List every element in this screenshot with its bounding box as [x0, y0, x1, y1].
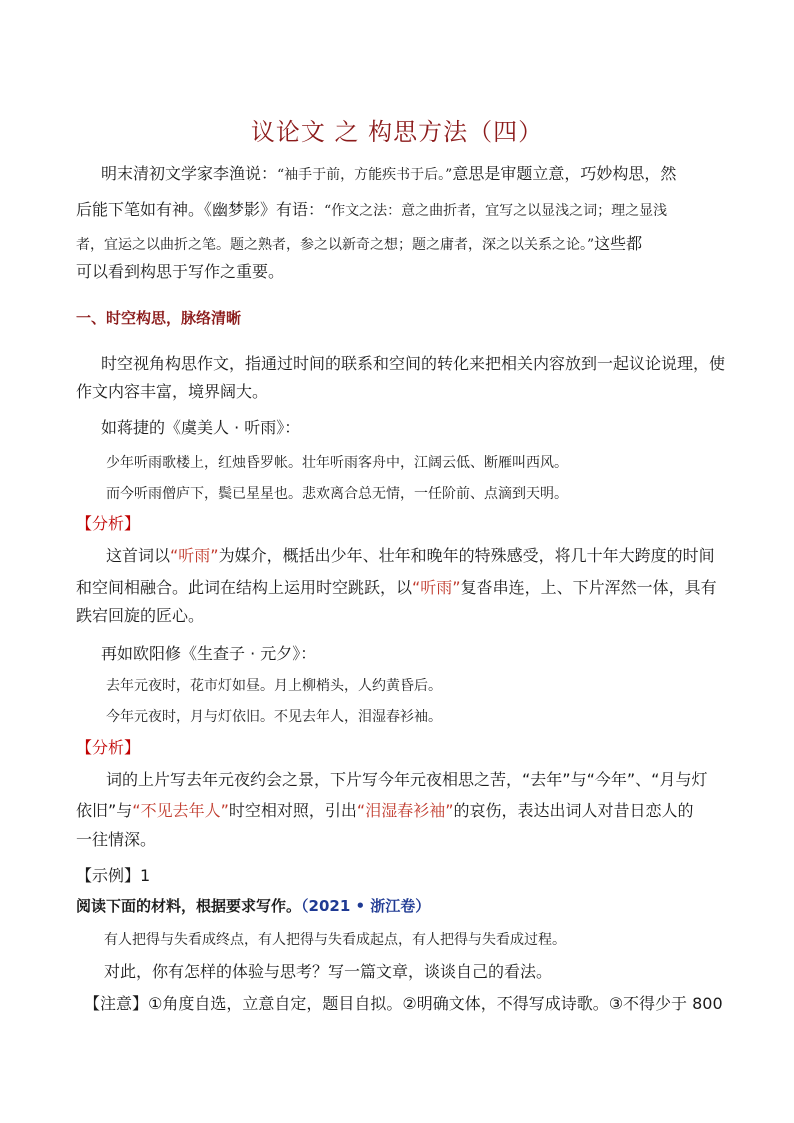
poem-line: 去年元夜时，花市灯如昼。月上柳梢头，人约黄昏后。: [106, 678, 442, 694]
intro-text: 这些都: [594, 234, 643, 253]
highlight-term: “听雨”: [170, 546, 219, 565]
writing-note: 【注意】①角度自选，立意自定，题目自拟。②明确文体，不得写成诗歌。③不得少于 800: [84, 994, 723, 1013]
analysis-text: 时空相对照，引出: [228, 801, 357, 820]
analysis-tag: 【分析】: [76, 738, 141, 757]
highlight-term: “泪湿春衫袖”: [356, 801, 454, 820]
intro-text: 意思是审题立意，巧妙构思，然: [452, 164, 677, 183]
intro-quote: “袖手于前，方能疾书于后。”: [277, 167, 453, 183]
section-paragraph-line-1: 时空视角构思作文，指通过时间的联系和空间的转化来把相关内容放到一起议论说理，使: [101, 354, 726, 373]
writing-prompt: 对此，你有怎样的体验与思考？写一篇文章，谈谈自己的看法。: [104, 962, 553, 981]
analysis-text: 和空间相融合。此词在结构上运用时空跳跃，以: [76, 578, 413, 597]
analysis-line-3: 一往情深。: [76, 830, 157, 849]
task-text: 阅读下面的材料，根据要求写作。: [76, 897, 302, 915]
analysis-text: 复沓串连，上、下片浑然一体，具有: [460, 578, 717, 597]
analysis-line-1: [106, 546, 715, 566]
analysis-line-1: 词的上片写去年元夜约会之景，下片写今年元夜相思之苦，“去年”与“今年”、“月与灯: [106, 770, 708, 789]
analysis-text: 的哀伤，表达出词人对昔日恋人的: [453, 801, 694, 820]
section-heading: 一、时空构思，脉络清晰: [76, 309, 242, 327]
example-tag: 【示例】1: [76, 866, 151, 885]
analysis-text: 这首词以: [106, 546, 171, 565]
intro-line-4: 可以看到构思于写作之重要。: [76, 262, 285, 281]
task-line: [76, 896, 430, 916]
analysis-text: 依旧”与: [76, 801, 133, 820]
example-intro: 如蒋捷的《虞美人 · 听雨》：: [101, 418, 301, 437]
poem-line: 今年元夜时，月与灯依旧。不见去年人，泪湿春衫袖。: [106, 709, 442, 725]
material-text: 有人把得与失看成终点，有人把得与失看成起点，有人把得与失看成过程。: [104, 932, 566, 948]
section-paragraph-line-2: 作文内容丰富，境界阔大。: [76, 382, 269, 401]
poem-line: 少年听雨歌楼上，红烛昏罗帐。壮年听雨客舟中，江阔云低、断雁叫西风。: [106, 455, 568, 471]
analysis-tag: 【分析】: [76, 514, 141, 533]
highlight-term: “不见去年人”: [132, 801, 229, 820]
intro-text: 明末清初文学家李渔说：: [101, 164, 278, 183]
highlight-term: “听雨”: [412, 578, 461, 597]
analysis-line-3: 跌宕回旋的匠心。: [76, 606, 205, 625]
intro-line-2: [76, 200, 667, 221]
intro-line-1: [101, 164, 676, 185]
example-intro: 再如欧阳修《生查子 · 元夕》：: [101, 644, 317, 663]
intro-line-3: [76, 234, 642, 255]
task-source: （2021 • 浙江卷）: [301, 897, 431, 915]
analysis-text: 为媒介，概括出少年、壮年和晚年的特殊感受，将几十年大跨度的时间: [218, 546, 715, 565]
intro-quote: “作文之法：意之曲折者，宜写之以显浅之词；理之显浅: [324, 203, 668, 219]
intro-text: 后能下笔如有神。《幽梦影》有语：: [76, 200, 325, 219]
intro-quote: 者，宜运之以曲折之笔。题之熟者，参之以新奇之想；题之庸者，深之以关系之论。”: [76, 237, 595, 253]
page-title: 议论文 之 构思方法（四）: [250, 118, 544, 146]
poem-line: 而今听雨僧庐下，鬓已星星也。悲欢离合总无情，一任阶前、点滴到天明。: [106, 486, 568, 502]
analysis-line-2: [76, 801, 694, 821]
analysis-line-2: [76, 578, 717, 598]
